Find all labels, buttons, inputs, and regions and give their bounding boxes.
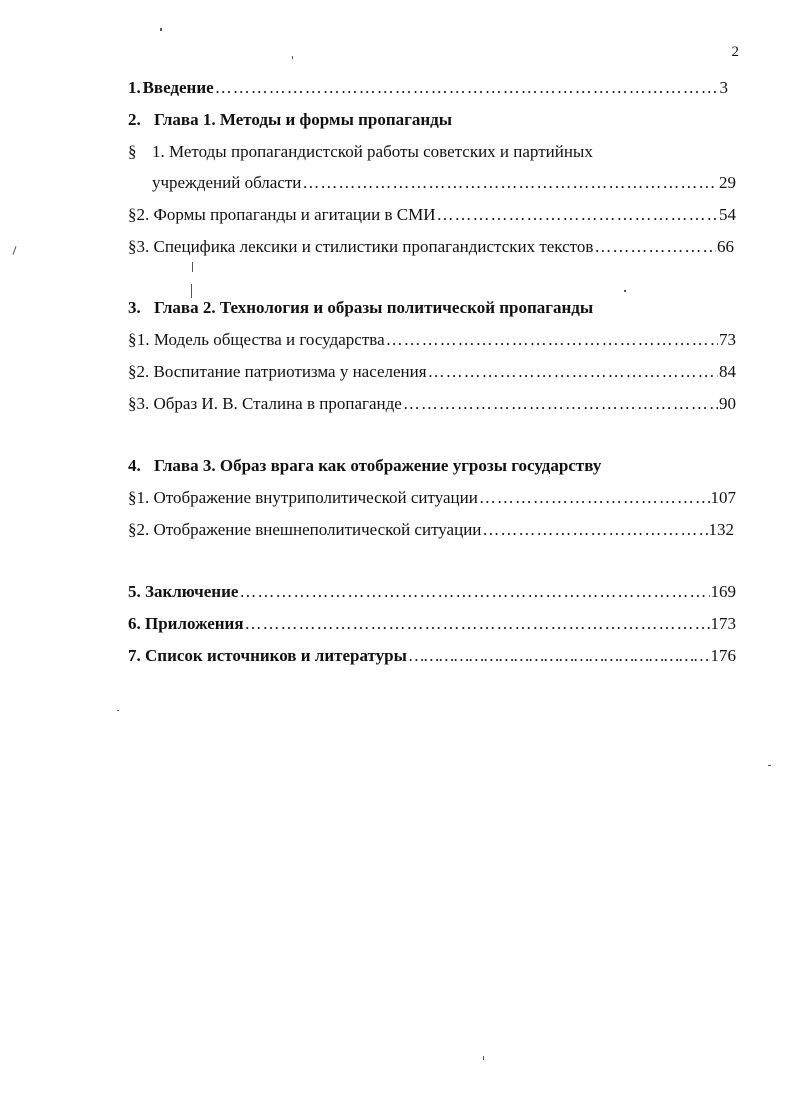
toc-chapter-number: 2. <box>128 110 141 129</box>
toc-entry-page: 176 <box>710 646 736 665</box>
toc-section-title: 3. Образ И. В. Сталина в пропаганде <box>136 394 402 413</box>
toc-section-title: 2. Отображение внешнеполитической ситуации <box>136 520 482 539</box>
toc-leader <box>436 203 718 227</box>
toc-entry-page: 90 <box>719 394 736 413</box>
toc-section-1-3 <box>128 235 734 259</box>
toc-section-1-2 <box>128 203 736 227</box>
section-symbol: § <box>128 488 137 507</box>
toc-chapter-2-heading <box>128 296 593 320</box>
toc-entry-page: 54 <box>719 205 736 224</box>
toc-section-title-cont: учреждений области <box>152 173 302 192</box>
toc-leader <box>403 392 718 416</box>
toc-chapter-title: Глава 3. Образ врага как отображение угрозы государству <box>154 456 602 475</box>
toc-entry-conclusion <box>128 580 736 604</box>
toc-section-title: 1. Методы пропагандистской работы советских и партийных <box>152 142 593 161</box>
toc-section-title: 2. Воспитание патриотизма у населения <box>136 362 427 381</box>
toc-entry-page: 3 <box>719 78 728 97</box>
toc-chapter-number: 3. <box>128 298 141 317</box>
toc-section-2-3 <box>128 392 736 416</box>
toc-entry-page: 66 <box>717 237 734 256</box>
toc-entry-page: 73 <box>719 330 736 349</box>
toc-leader <box>482 518 707 542</box>
toc-leader <box>428 360 718 384</box>
toc-entry-page: 173 <box>710 614 736 633</box>
toc-entry-title: Введение <box>142 78 214 97</box>
scan-speck <box>117 710 119 711</box>
scan-speck <box>624 290 626 292</box>
toc-leader <box>302 171 718 195</box>
scan-speck <box>12 246 16 255</box>
toc-leader <box>215 76 719 100</box>
toc-entry-title: 6. Приложения <box>128 614 244 633</box>
toc-leader <box>408 644 710 668</box>
scan-speck <box>160 28 162 31</box>
section-symbol: § <box>128 142 137 161</box>
toc-leader <box>245 612 710 636</box>
toc-section-2-1 <box>128 328 736 352</box>
toc-entry-page: 29 <box>719 173 736 192</box>
toc-entry-page: 169 <box>710 582 736 601</box>
toc-entry-title: 5. Заключение <box>128 582 239 601</box>
scan-speck <box>192 262 193 272</box>
toc-entry-page: 84 <box>719 362 736 381</box>
toc-chapter-1-heading <box>128 108 452 132</box>
scan-speck <box>191 284 192 298</box>
toc-section-3-2 <box>128 518 734 542</box>
section-symbol: § <box>128 330 137 349</box>
toc-chapter-title: Глава 2. Технология и образы политической пропаганды <box>154 298 594 317</box>
toc-section-1-1-line1 <box>128 140 593 164</box>
toc-leader <box>594 235 716 259</box>
toc-leader <box>386 328 718 352</box>
section-symbol: § <box>128 362 137 381</box>
section-symbol: § <box>128 394 137 413</box>
toc-entry-appendix <box>128 612 736 636</box>
toc-entry-number: 1. <box>128 78 141 97</box>
toc-chapter-number: 4. <box>128 456 141 475</box>
toc-entry-intro <box>128 76 728 100</box>
toc-section-title: 2. Формы пропаганды и агитации в СМИ <box>136 205 436 224</box>
toc-chapter-3-heading <box>128 454 601 478</box>
scan-speck <box>483 1056 484 1060</box>
toc-section-title: 1. Модель общества и государства <box>136 330 385 349</box>
section-symbol: § <box>128 237 137 256</box>
toc-chapter-title: Глава 1. Методы и формы пропаганды <box>154 110 453 129</box>
toc-entry-page: 107 <box>710 488 736 507</box>
toc-leader <box>239 580 709 604</box>
toc-section-title: 3. Специфика лексики и стилистики пропагандистских текстов <box>136 237 594 256</box>
toc-entry-title: 7. Список источников и литературы <box>128 646 407 665</box>
section-symbol: § <box>128 520 137 539</box>
toc-entry-page: 132 <box>708 520 734 539</box>
toc-section-title: 1. Отображение внутриполитической ситуации <box>136 488 478 507</box>
section-symbol: § <box>128 205 137 224</box>
toc-leader <box>479 486 710 510</box>
toc-section-3-1 <box>128 486 736 510</box>
page-number: 2 <box>731 44 739 60</box>
toc-section-2-2 <box>128 360 736 384</box>
toc-entry-sources <box>128 644 736 668</box>
scan-speck <box>768 765 771 766</box>
toc-section-1-1-line2 <box>152 171 736 195</box>
scan-speck <box>292 56 293 59</box>
